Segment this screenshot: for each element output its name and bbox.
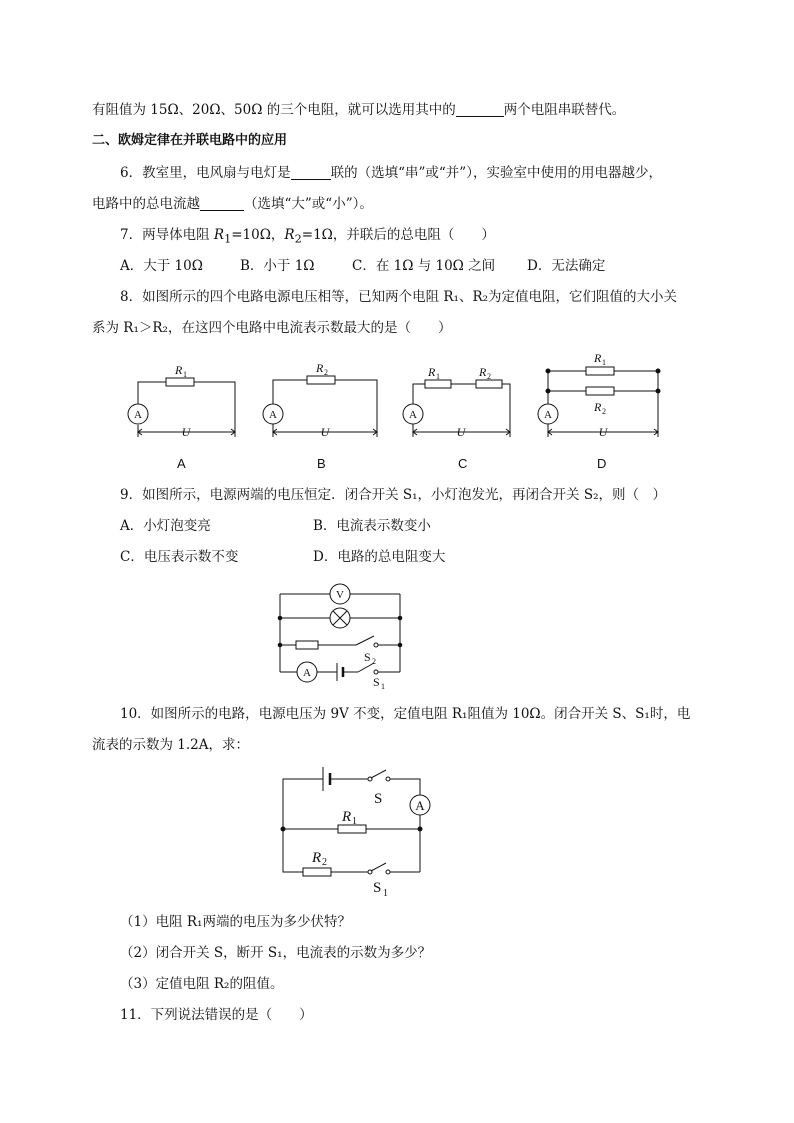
- r2-label: R: [479, 365, 487, 379]
- r2-label: R: [594, 400, 602, 414]
- r1-label: R: [594, 351, 602, 365]
- q7-text-a: 7．两导体电阻: [120, 227, 214, 243]
- answer-blank[interactable]: [456, 102, 504, 117]
- q6-text-4: （选填“大”或“小”）。: [244, 196, 373, 212]
- intro-text-post: 两个电阻串联替代。: [503, 102, 626, 118]
- ammeter-label: A: [269, 409, 277, 421]
- r1-label: R: [175, 363, 183, 377]
- r2-sub: 2: [602, 407, 606, 416]
- switch-s1-label: S: [373, 880, 382, 896]
- q7-option-b[interactable]: B．小于 1Ω: [240, 258, 315, 274]
- section-title: 二、欧姆定律在并联电路中的应用: [92, 133, 288, 148]
- intro-line: [92, 100, 625, 120]
- q10-sub-question-3: （3）定值电阻 R₂的阻值。: [120, 976, 284, 992]
- r1-sub: 1: [183, 370, 187, 379]
- answer-blank[interactable]: [200, 196, 244, 211]
- r1-sub: 1: [352, 816, 357, 827]
- question-10-line-1: 10．如图所示的电路，电源电压为 9V 不变，定值电阻 R₁阻值为 10Ω。闭合开关 S、S₁时，电: [120, 706, 691, 722]
- voltage-label: U: [456, 425, 466, 439]
- r2-label: R: [312, 850, 322, 866]
- answer-blank[interactable]: [291, 165, 331, 180]
- question-6-line-2: [92, 194, 373, 214]
- q9-option-a[interactable]: A．小灯泡变亮: [120, 518, 211, 534]
- q8-circuits: [0, 340, 794, 450]
- figure-label-c: C: [458, 456, 468, 471]
- q7-text-b: =1Ω，并联后的总电阻（ ）: [301, 227, 495, 243]
- s1-sub: 1: [383, 888, 388, 899]
- q10-sub-question-2: （2）闭合开关 S，断开 S₁，电流表的示数为多少？: [120, 945, 432, 961]
- q10-circuit: [270, 762, 440, 902]
- q7-option-d[interactable]: D．无法确定: [527, 258, 606, 274]
- s2-label: S: [364, 650, 371, 664]
- voltage-label: U: [181, 425, 191, 439]
- r1-sub: 1: [436, 372, 440, 381]
- figure-label-b: B: [317, 456, 326, 471]
- r2-sub: 2: [322, 857, 327, 868]
- s1-label: S: [373, 675, 380, 689]
- ammeter-label: A: [409, 409, 417, 421]
- question-8-line-2: 系为 R₁＞R₂，在这四个电路中电流表示数最大的是（ ）: [92, 320, 452, 336]
- question-6-line-1: [120, 163, 662, 183]
- q6-text-1: 6．教室里，电风扇与电灯是: [120, 165, 291, 181]
- q7-option-a[interactable]: A．大于 10Ω: [120, 258, 203, 274]
- q9-option-d[interactable]: D．电路的总电阻变大: [313, 549, 446, 565]
- switch-s-label: S: [374, 791, 383, 807]
- q7-r1: R: [213, 227, 225, 243]
- q6-text-3: 电路中的总电流越: [92, 196, 200, 212]
- figure-label-d: D: [597, 456, 607, 471]
- q6-text-2: 联的（选填“串”或“并”），实验室中使用的用电器越少，: [330, 165, 662, 181]
- r2-sub: 2: [487, 372, 491, 381]
- voltage-label: U: [320, 425, 330, 439]
- ammeter-label: A: [415, 798, 425, 813]
- r2-sub: 2: [324, 368, 328, 377]
- q9-option-b[interactable]: B．电流表示数变小: [313, 518, 431, 534]
- voltmeter-label: V: [336, 589, 344, 601]
- r1-label: R: [342, 809, 352, 825]
- q10-sub-question-1: （1）电阻 R₁两端的电压为多少伏特？: [120, 914, 351, 930]
- s1-sub: 1: [381, 682, 385, 691]
- s2-sub: 2: [372, 657, 376, 666]
- q7-r2: R: [284, 227, 295, 243]
- q7-r2-sub: 2: [294, 232, 302, 246]
- q7-text-mid: =10Ω，: [231, 227, 285, 243]
- ammeter-label: A: [544, 409, 552, 421]
- r2-label: R: [316, 361, 324, 375]
- q9-option-c[interactable]: C．电压表示数不变: [120, 549, 239, 565]
- ammeter-label: A: [134, 409, 142, 421]
- figure-label-a: A: [177, 456, 186, 471]
- r1-sub: 1: [602, 358, 606, 367]
- q7-option-c[interactable]: C．在 1Ω 与 10Ω 之间: [352, 258, 496, 274]
- intro-text-pre: 有阻值为 15Ω、20Ω、50Ω 的三个电阻，就可以选用其中的: [92, 102, 456, 118]
- ammeter-label: A: [303, 667, 311, 679]
- question-7-stem: [120, 225, 495, 250]
- q9-circuit: [270, 582, 415, 692]
- q7-r1-sub: 1: [224, 232, 232, 246]
- question-10-line-2: 流表的示数为 1.2A，求：: [92, 737, 250, 753]
- question-11-stem: 11．下列说法错误的是（ ）: [120, 1007, 313, 1023]
- question-9-stem: 9．如图所示，电源两端的电压恒定．闭合开关 S₁，小灯泡发光，再闭合开关 S₂，则（ ）: [120, 487, 666, 503]
- voltage-label: U: [598, 425, 608, 439]
- question-8-line-1: 8．如图所示的四个电路电源电压相等，已知两个电阻 R₁、R₂为定值电阻，它们阻值的大小关: [120, 289, 678, 305]
- r1-label: R: [428, 365, 436, 379]
